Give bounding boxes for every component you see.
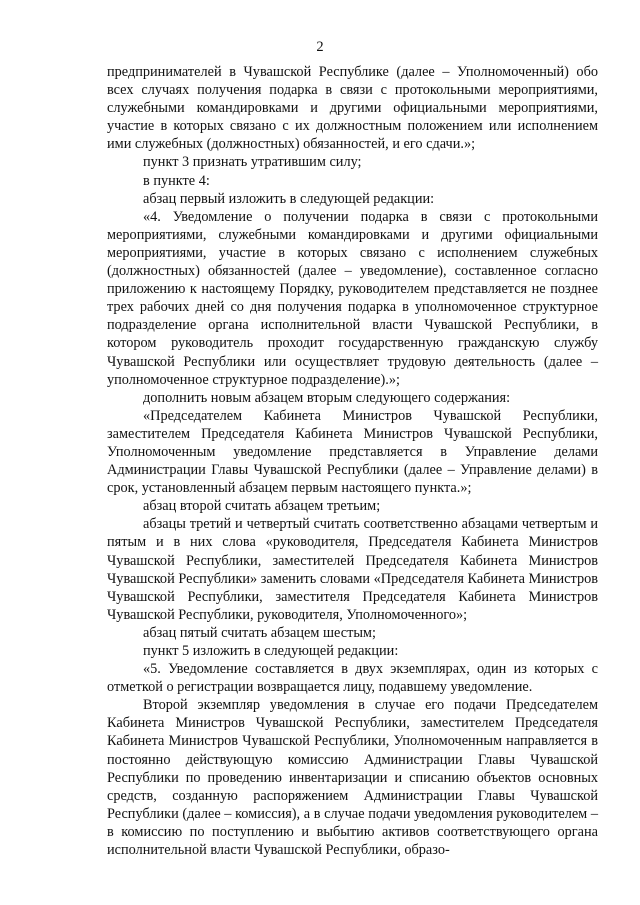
paragraph: предпринимателей в Чувашской Республике (далее – Уполномоченный) обо всех случаях получения подарка в связи с протокольными мероприятиями, служебными командировками и другими официальными мероприятиями, участие в которых связано с их должностным положением или исполнением ими служебных (должностных) обязанностей, и его сдачи.»; — [107, 64, 598, 153]
paragraph: абзац пятый считать абзацем шестым; — [143, 624, 376, 641]
paragraph: «Председателем Кабинета Министров Чувашской Республики, заместителем Председателя Кабинета Министров Чувашской Республики, Уполномоченным уведомление представляется в Управление делами Администрации Главы Чувашской Республики (далее – Управление делами) в срок, установленный абзацем первым настоящего пункта.»; — [107, 407, 598, 497]
paragraph: в пункте 4: — [143, 172, 210, 189]
paragraph: абзацы третий и четвертый считать соответственно абзацами четвертым и пятым и в них слова «руководителя, Председателя Кабинета Министров Чувашской Республики, заместителей Председателя Кабинета Министров Чувашской Республики» заменить словами «Председателя Кабинета Министров Чувашской Республики, заместителя Председателя Кабинета Министров Чувашской Республики, руководителя, Уполномоченного»; — [107, 516, 598, 623]
page-number: 2 — [316, 39, 324, 55]
paragraph: «5. Уведомление составляется в двух экземплярах, один из которых с отметкой о регистрации возвращается лицу, подавшему уведомление. — [107, 661, 598, 696]
paragraph: абзац второй считать абзацем третьим; — [143, 498, 381, 515]
paragraph: Второй экземпляр уведомления в случае его подачи Председателем Кабинета Министров Чувашской Республики, заместителем Председателя Кабинета Министров Чувашской Республики, Уполномоченным направляется в постоянно действующую комиссию Администрации Главы Чувашской Республики по проведению инвентаризации и списанию объектов основных средств, созданную распоряжением Администрации Главы Чувашской Республики (далее – комиссия), а в случае подачи уведомления руководителем – в комиссию по поступлению и выбытию активов соответствующего органа исполнительной власти Чувашской Республики, образо- — [107, 697, 598, 859]
paragraph: пункт 3 признать утратившим силу; — [143, 154, 362, 171]
paragraph: абзац первый изложить в следующей редакции: — [143, 190, 435, 207]
paragraph: дополнить новым абзацем вторым следующего содержания: — [143, 389, 511, 406]
paragraph: пункт 5 изложить в следующей редакции: — [143, 643, 399, 659]
document-body — [107, 63, 598, 859]
paragraph: «4. Уведомление о получении подарка в связи с протокольными мероприятиями, служебными командировками и другими официальными мероприятиями, участие в которых связано с исполнением служебных (должностных) обязанностей (далее – уведомление), составленное согласно приложению к настоящему Порядку, руководителем представляется не позднее трех рабочих дней со дня получения подарка в уполномоченное структурное подразделение органа исполнительной власти Чувашской Республики, в котором руководитель проходит государственную гражданскую службу Чувашской Республики или осуществляет трудовую деятельность (далее – уполномоченное структурное подразделение).»; — [107, 208, 598, 388]
